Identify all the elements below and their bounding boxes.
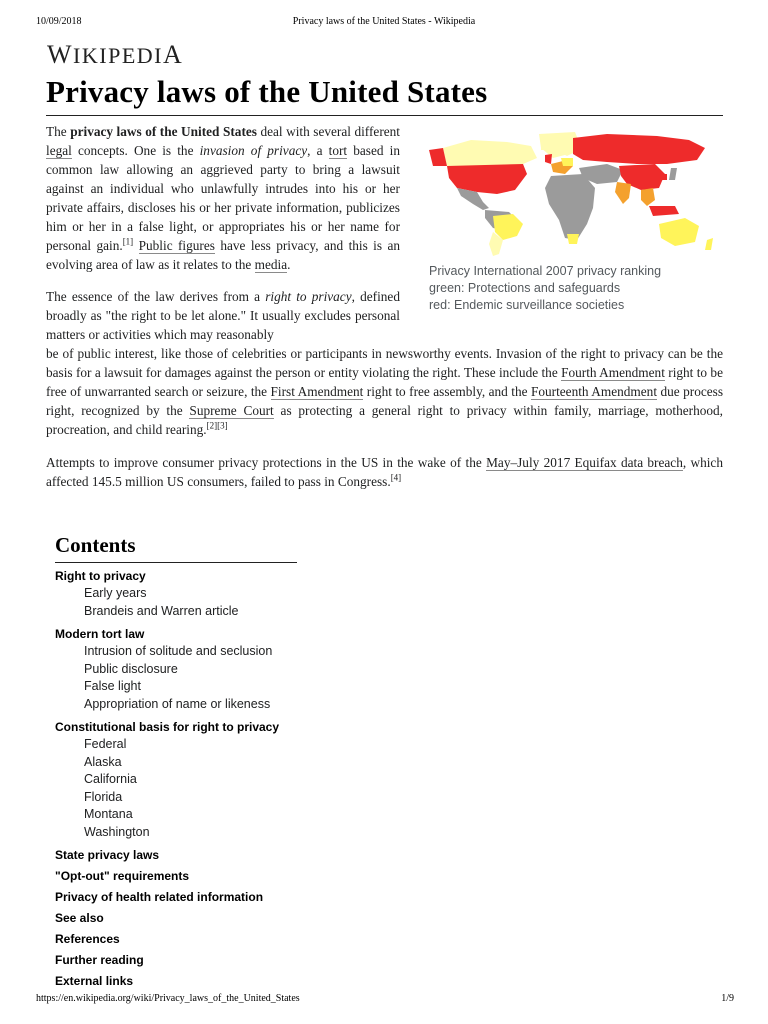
toc-section [55,847,297,864]
page-title: Privacy laws of the United States [46,74,488,109]
toc-subentry[interactable]: Appropriation of name or likeness [84,696,271,711]
link-media[interactable]: media [254,257,288,272]
wordmark-first-letter: W [47,40,74,69]
citation-2-3[interactable]: [2][3] [206,420,228,431]
toc-entry[interactable]: External links [55,974,134,988]
toc-entry[interactable]: Constitutional basis for right to privacy [55,720,280,734]
toc-subentry[interactable]: Washington [84,824,150,839]
world-privacy-ranking-map[interactable] [427,128,723,258]
toc-section [55,719,297,841]
toc-entry[interactable]: Modern tort law [55,627,145,641]
link-fourth-amendment[interactable]: Fourth Amendment [561,365,665,380]
wikipedia-wordmark[interactable] [47,40,183,70]
toc-heading: Contents [55,533,297,563]
toc-section [55,868,297,885]
right-to-privacy-paragraph-continued: be of public interest, like those of celebrities or participants in newsworthy events. Invasion of the right to privacy can be the basis for a lawsuit for damages against the person or entity violating the right. These include the Fourth Amendment right to be free of unwarranted search or seizure, the First Amendment right to free assembly, and the Fourteenth Amendment due process right, recognized by the Supreme Court as protecting a general right to privacy within family, marriage, motherhood, procreation, and child rearing.[2][3] [46,346,723,437]
link-fourteenth-amendment[interactable]: Fourteenth Amendment [530,384,658,399]
toc-entry[interactable]: Right to privacy [55,569,146,583]
toc-section [55,626,297,713]
link-supreme-court[interactable]: Supreme Court [189,403,274,418]
print-date: 10/09/2018 [36,16,82,27]
title-divider [46,115,723,116]
toc-section [55,973,297,990]
toc-entry[interactable]: State privacy laws [55,848,160,862]
toc-entry[interactable]: References [55,932,120,946]
link-equifax-breach[interactable]: May–July 2017 Equifax data breach [486,455,683,470]
link-legal[interactable]: legal [46,143,72,158]
link-first-amendment[interactable]: First Amendment [270,384,364,399]
toc-subentry[interactable]: False light [84,679,141,693]
toc-subentry[interactable]: Montana [84,807,133,821]
toc-subentry[interactable]: California [84,772,137,786]
caption-line: Privacy International 2007 privacy ranking [429,264,662,278]
caption-line: red: Endemic surveillance societies [429,298,625,312]
citation-1[interactable]: [1] [122,236,134,247]
toc-section [55,952,297,969]
toc-subentry[interactable]: Alaska [84,754,122,769]
toc-entry[interactable]: Further reading [55,953,144,967]
equifax-paragraph: Attempts to improve consumer privacy protections in the US in the wake of the May–July 2017 Equifax data breach, which affected 145.5 million US consumers, failed to pass in Congress.[4] [46,455,723,489]
link-public-figures[interactable]: Public figures [138,238,215,253]
wordmark-middle: IKIPEDI [73,43,163,68]
toc-section [55,889,297,906]
toc-entry[interactable]: "Opt-out" requirements [55,869,190,883]
toc-subentry[interactable]: Federal [84,737,127,751]
toc-subentry[interactable]: Brandeis and Warren article [84,603,239,618]
link-tort[interactable]: tort [328,143,348,158]
caption-line: green: Protections and safeguards [429,281,621,295]
toc-subentry[interactable]: Intrusion of solitude and seclusion [84,644,273,658]
table-of-contents [55,533,297,990]
toc-section [55,568,297,620]
toc-list [55,568,297,990]
toc-section [55,931,297,948]
figure-caption [429,263,723,314]
print-page-title: Privacy laws of the United States - Wikipedia [292,16,476,27]
wordmark-last-letter: A [162,40,184,69]
toc-subentry[interactable]: Florida [84,789,123,804]
toc-subentry[interactable]: Early years [84,586,147,600]
intro-paragraph: The privacy laws of the United States deal with several different legal concepts. One is the invasion of privacy, a tort based in common law allowing an aggrieved party to bring a lawsuit against an individual who unlawfully intrudes into his or her private affairs, discloses his or her private information, publicizes him or her in a false light, or appropriates his or her name for personal gain.[1] Public figures have less privacy, and this is an evolving area of law as it relates to the media. [46,124,401,272]
toc-subentry[interactable]: Public disclosure [84,661,178,676]
toc-entry[interactable]: Privacy of health related information [55,890,264,904]
citation-4[interactable]: [4] [390,472,402,483]
toc-entry[interactable]: See also [55,911,104,925]
toc-section [55,910,297,927]
right-to-privacy-paragraph: The essence of the law derives from a right to privacy, defined broadly as "the right to be let alone." It usually excludes personal matters or activities which may reasonably [46,289,400,342]
article-subject: privacy laws of the United States [70,124,257,139]
print-url: https://en.wikipedia.org/wiki/Privacy_laws_of_the_United_States [36,993,300,1004]
print-page-number: 1/9 [721,993,734,1004]
